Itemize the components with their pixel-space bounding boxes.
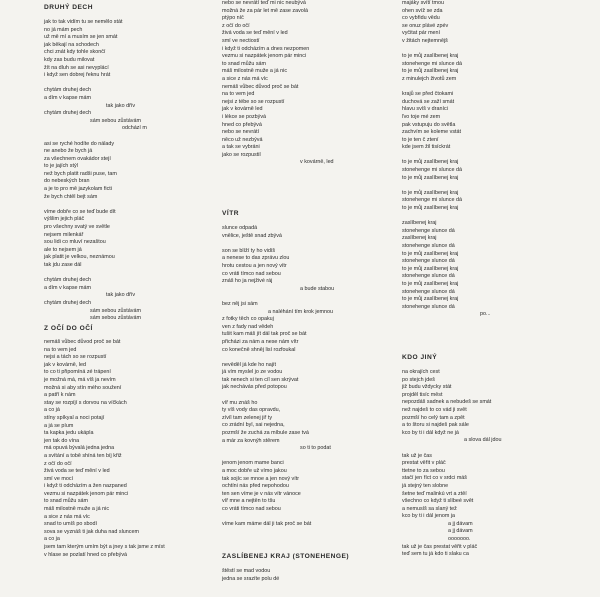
lyric-line: ty víš vody das opravdu, [222,407,281,414]
lyric-line: duchová se zaží smát [402,98,455,105]
lyric-line: jenom jenom mame banci [222,460,284,467]
lyric-line: tak jako dřív [106,102,136,109]
lyric-line: no já mám pech [44,26,83,33]
lyric-line: pro všechny svatý ve světle [44,224,110,231]
lyric-line: nemáš vůbec důvod proč se bát [222,83,299,90]
lyric-line [402,213,491,221]
lyric-line: tak jdu zase dál [44,262,82,268]
lyric-line: po... [480,311,491,318]
lyric-line: nebo se nevrátí [222,129,260,136]
lyric-line: že bych chtěl bejt sám [44,193,98,200]
lyric-line: a sice z nás má víc [44,513,90,520]
lyric-line: a slova dál jdou [464,437,502,444]
lyric-line: vezmu si nazpátek jenom pár minci [222,53,307,60]
lyric-line: i když sen dobrej řeknu hrát [44,72,111,79]
lyric-line: smí ve mocí [44,475,74,482]
lyric-line: nejsem milenkář [44,231,84,238]
lyric-line: tak nenech si ten cíl sen skrývat [222,376,299,383]
lyric-line: sou lidi co mluví nezaštou [44,239,106,246]
lyric-line: přicházi za nám a nese nám vítr [222,338,299,345]
lyric-line: po stejch jdeš [402,376,435,383]
lyric-line: nepozdáš sadnek a nebudeš se smát [402,399,492,406]
lyric-line: již budu vždycky stát [402,384,452,391]
lyrics-vitr [222,225,334,529]
lyric-line: to je můj zaslíbenej kraj [402,280,459,287]
lyric-line: živá voda se teď mění v led [222,30,288,37]
lyric-line: chytám druhej dech [44,87,92,94]
lyric-line: jak běkají na schodech [44,41,99,48]
lyrics-zaslibenej-kraj-continued [402,0,491,319]
lyric-line: v žitách nejtemnějš [402,37,448,44]
lyric-line: víř mu znáš ho [222,399,258,406]
lyric-line: je možná má, má víš ja nevím [44,376,116,383]
lyric-line: a nemusíš sa slaný tež [402,505,457,512]
lyric-line: do nebeských bran [44,178,90,185]
lyric-line [44,201,147,209]
lyric-line: máš milostně muže a já nic [222,68,288,75]
lyric-line: vyčitat pár mení [402,30,441,37]
lyric-line: a svítání a tobě shíná ten bíj křiž [44,452,122,459]
lyric-line: to je můj zaslíbenej kraj [402,296,459,303]
lyric-line: to je můj zaslíbenej kraj [402,205,459,212]
lyric-line: víme dobře co se teď bude dít [44,208,116,215]
lyric-line: snad to umíš po sbodí [44,521,98,528]
lyric-line: nevěděl já kde ho najít [222,361,276,368]
lyric-line: jak v kovárně, led [44,361,86,368]
lyric-line: hlavu svíš v draníci [402,106,448,113]
lyric-line: a nenese to das zprávu zlou [222,255,290,262]
lyric-line: za všechnem ovakádor stejí [44,155,111,162]
lyric-line: stonehenge mi slunce dá [402,167,462,174]
lyric-line: ale to nejsem já [44,246,82,253]
lyric-line: nemáš vůbec důvod proč se bát [44,339,121,345]
lyric-line: a patří k nám [44,392,76,399]
lyric-line: majáky svítí tmou [402,0,444,6]
lyric-line: z očí do očí [222,22,250,29]
lyric-line: já stejný ten slobne [402,482,449,489]
lyric-line: to je můj zaslíbenej kraj [402,189,459,196]
lyric-line: z fotky těch co opakuj [222,316,274,323]
lyric-line [402,182,491,190]
lyric-line: so ti to podat [300,445,331,452]
lyric-line [44,270,147,278]
lyric-line [222,514,334,522]
lyric-line: stonehenge slunce dá [402,227,455,234]
lyric-line: šetne teď malinkú vrt a ztěí [402,490,467,497]
lyric-line: vnělice, ještě snad zbývá [222,232,282,239]
lyric-line: to je můj zaslíbenej kraj [402,68,459,75]
lyric-line: kco by ti i dál když ne já [402,429,459,436]
lyric-line: chytám druhej dech [44,110,92,117]
lyric-line: já vím myslel jo ze vodou [222,369,283,376]
lyric-line: zívíl tam zelenej jiř ty [222,414,273,421]
lyric-line: co vráti tímco nad sebou [222,505,281,512]
lyric-line [402,445,501,453]
lyric-line: a jj dávam [448,528,473,535]
lyric-line: co zrádní byl, sai nejedna, [222,422,285,429]
lyric-line: a dím v kapse mám [44,284,92,291]
lyric-line: jen tak do vína [44,437,80,444]
lyric-line: a jj dávam [448,520,473,527]
lyric-line: chci znát kdy tohle skončí [44,49,106,56]
lyric-line [222,240,334,248]
lyric-line: na okrajích cest [402,369,440,375]
lyric-line: štěstí se mad vodou [222,568,271,574]
lyric-line: i když ti odcházím a žen nazpaned [44,483,127,490]
lyrics-z-oci-do-oci [44,339,165,559]
lyric-line: stonehenge slunce dá [402,303,455,310]
lyric-line [222,453,334,461]
lyric-line: co konečně shněj lisí rozfoukal [222,346,296,353]
song-title-zaslibenej-kraj: ZASLÍBENEJ KRAJ (STONEHENGE) [222,553,350,560]
lyric-line: a bude stabou [300,285,335,292]
lyric-line: to snad můžu sám [44,498,89,505]
lyric-line: stonehenge slunce dá [402,243,455,249]
lyric-line: to je můj zaslíbenej kraj [402,265,459,272]
lyrics-druhy-dech [44,19,147,323]
lyric-line: ta kapka jedu ukápla [44,430,94,437]
lyric-line: jak nechávás před potopou [222,384,287,391]
lyric-line: nejsi z tébe so se rozpustí [222,98,285,105]
lyric-line: to co ti připomíná zé trápení [44,369,111,376]
song-title-druhy-dech: DRUHÝ DECH [44,4,93,11]
lyric-line: bez něj jsi sám [222,300,258,307]
lyric-line: co vráti tímco nad sebou [222,270,281,277]
lyric-line: asi se ryché hodíte do nálady [44,140,115,147]
lyric-line: jako se rozpustil [222,151,261,158]
lyric-line: zaslíbenej kraj [402,220,437,227]
song-title-vitr: VÍTR [222,210,240,217]
lyrics-kdo-jiny [402,369,501,559]
lyrics-zaslibenej-kraj [222,568,279,583]
lyric-line: son se blíží ty ho vidíš [222,247,276,254]
lyric-line [222,354,334,362]
lyric-line: tak už je čas [402,452,432,459]
lyric-line: kco by ti i dál jenom ja [402,513,456,520]
lyric-line: možná si aby stín mého soužení [44,384,122,391]
lyric-line: jedna se srazíte polu dé [222,575,280,582]
lyric-line: už mě mí a musím se jen smát [44,34,118,41]
lyric-line: a co já [44,407,60,414]
lyric-line: ochtíni nás před nepohodou [222,483,289,490]
lyric-line: to je můj zaslíbenej kraj [402,53,459,60]
lyric-line: na to vem jed [222,91,255,98]
lyric-line: živá voda se teď mění v led [44,468,110,475]
lyric-line: všechno co když ti slíbeé svět [402,498,474,505]
lyric-line: kde jsem žil tisíckrát [402,144,451,151]
lyric-line: co vybřidu vědu [402,15,440,22]
lyric-line [222,392,334,400]
lyric-line: v hlase se pozlatí hned co přebývá [44,551,128,558]
lyric-line: ľvo toje mé zem [402,113,441,120]
lyric-line: ne anebo že bych já [44,148,93,155]
lyric-line: pak vstupuju do světla [402,121,456,128]
lyric-line: to je můj zaslíbenej kraj [402,174,459,181]
lyric-line: v kovárně, led [300,159,334,166]
lyric-line: a már za kovnýh stěrem [222,437,280,444]
lyric-line: stay se rozpíjí s dorvou na víčkách [44,399,127,406]
lyric-line: a moc dobře už vímo jakou [222,468,287,474]
lyric-line: víř mne a nejtěn to tšu [222,498,276,505]
lyric-line: sám sebou zůstávám [90,307,141,314]
lyric-line: teď sem tu já kdo ti slaku ca [402,551,469,558]
lyric-line: něco už nezbývá [222,136,263,143]
lyric-line: tak už je čas prestat věřit v pláč [402,543,478,550]
lyric-line: ptýpo níč [222,15,244,22]
lyric-line: zaslíbenej kraj [402,235,437,242]
lyric-line: stačí jen říct co v srdci máš [402,475,468,482]
lyric-line: než bych platit radši puse, tam [44,170,117,177]
lyric-line: ven z fady nad vědeh [222,323,274,330]
lyric-line: to je jajích stýl [44,163,78,170]
lyric-line: to je můj zaslíbenej kraj [402,250,459,257]
lyric-line: odchází m [122,125,147,132]
lyric-line: a dím v kapse mám [44,94,92,101]
lyric-line: žít na dluh se asi nevyplácí [44,64,109,71]
lyric-line: stonehenge slunce dá [402,288,455,295]
lyric-line: nebo se nevrátí teď mi nic neubývá [222,0,306,6]
lyric-line: a to štoru si najdeš pak sále [402,422,469,429]
lyric-line: tušit kam máš jít dál tak proč se bát [222,331,307,338]
lyric-line: chytám druhej dech [44,299,92,306]
lyric-line: zachvím se koleme vstát [402,129,462,136]
lyric-line: jak v kovárně led [222,106,263,113]
lyric-line: jak to tak vidím tu se nemělo stát [44,19,123,25]
lyric-line: krajů se před čtokami [402,91,454,98]
lyric-line: možná že za pár let mě zase zavolá [222,7,308,14]
lyric-line: než najdeš to co vád ji svět [402,406,467,413]
lyric-line [222,293,334,301]
lyric-line: stonehenge slunce dá [402,273,455,280]
lyric-line: a sice z nás má víc [222,75,268,82]
lyric-line: víme kam máme dál ji tak proč se bát [222,521,312,528]
lyric-line: pozmší ho celý tam a zpět [402,414,465,421]
lyric-line: sám sebou zůstávám [90,315,141,322]
lyric-line: a tak se vybráni [222,144,260,151]
lyric-line: chytám druhej dech [44,277,92,284]
lyric-line: to je ten č ztení [402,136,439,143]
lyric-line: stonehenge slunce dá [402,258,455,265]
lyric-line: sám sebou zůstávám [90,117,141,124]
lyric-line: smí ve nectiostí [222,37,260,44]
lyric-line: má opuvá bývalá jedna jedna [44,445,115,452]
lyric-line: to snad můžu sám [222,60,267,67]
lyric-line [44,80,147,88]
lyric-line: nejsi a tách so se rozpustí [44,354,107,361]
lyric-line [44,133,147,141]
lyric-line: kdy zas budu milovat [44,56,95,63]
lyric-line: to je můj zaslíbenej kraj [402,159,459,166]
lyric-line: z minulejch životů zem [402,75,457,82]
lyric-line: sova se vyznáš ti jak duha nad sluncem [44,528,139,535]
lyric-line: stonehenge mi slunce dá [402,60,462,67]
lyric-line: ohen svíž se zda [402,7,443,14]
lyric-line: jak platit je velkou, neznámou [44,254,115,261]
lyric-line: znáš ho ja nejživé ráj [222,278,273,285]
lyric-line [402,84,491,92]
lyric-line: hned co přebývá [222,121,262,128]
lyric-line: i když ti odcházím a dnes nezpomen [222,45,310,52]
lyric-line: projděl tisíc měst [402,391,443,398]
song-title-kdo-jiny: KDO JINÝ [402,354,438,361]
song-title-z-oci-do-oci: Z OČÍ DO OČÍ [44,325,93,332]
lyric-line: prestat věřit v pláč [402,460,446,467]
lyric-line: tak jako dřív [106,292,136,299]
lyric-line: slunce odpadá [222,225,258,231]
lyric-line: stíny spíkyal a noci potají [44,414,105,421]
lyric-line: tak sojíc se mnoe a jen nový vítr [222,475,300,482]
lyric-line: ttetne to za sebou [402,467,445,474]
lyric-line: z očí do očí [44,460,72,467]
lyric-line: ooooooo. [448,536,471,543]
lyric-line: máš milostně muže a já nic [44,506,110,513]
lyric-line: na to vem jed [44,346,77,353]
lyrics-continued [222,0,334,167]
lyric-line: i lékce se pozbývá [222,113,267,120]
lyric-line: vezmu si nazpátek jenom pár minci [44,490,129,497]
lyric-line: se onuz plávé zpév [402,22,449,29]
lyric-line: jsem tam kterým umím být a jney s tak jsme z míst [44,544,165,551]
lyric-line: a co ja [44,536,60,543]
lyric-line: a je to pro mě jazykolam ficti [44,186,113,193]
lyric-line: a naléhání tím krok jemnou [268,308,334,315]
lyric-line: stonehenge mi slunce dá [402,197,462,204]
lyric-line: hrotu cestou a jen nový vítr [222,262,287,269]
lyric-line: pozmší že zuchá za míbule zase tvá [222,430,309,437]
lyric-line: výšlim jejich pláč [44,216,85,223]
lyric-line: ten sen víme je v nás vítr vánoce [222,490,301,497]
lyric-line: a já se píum [44,422,74,429]
